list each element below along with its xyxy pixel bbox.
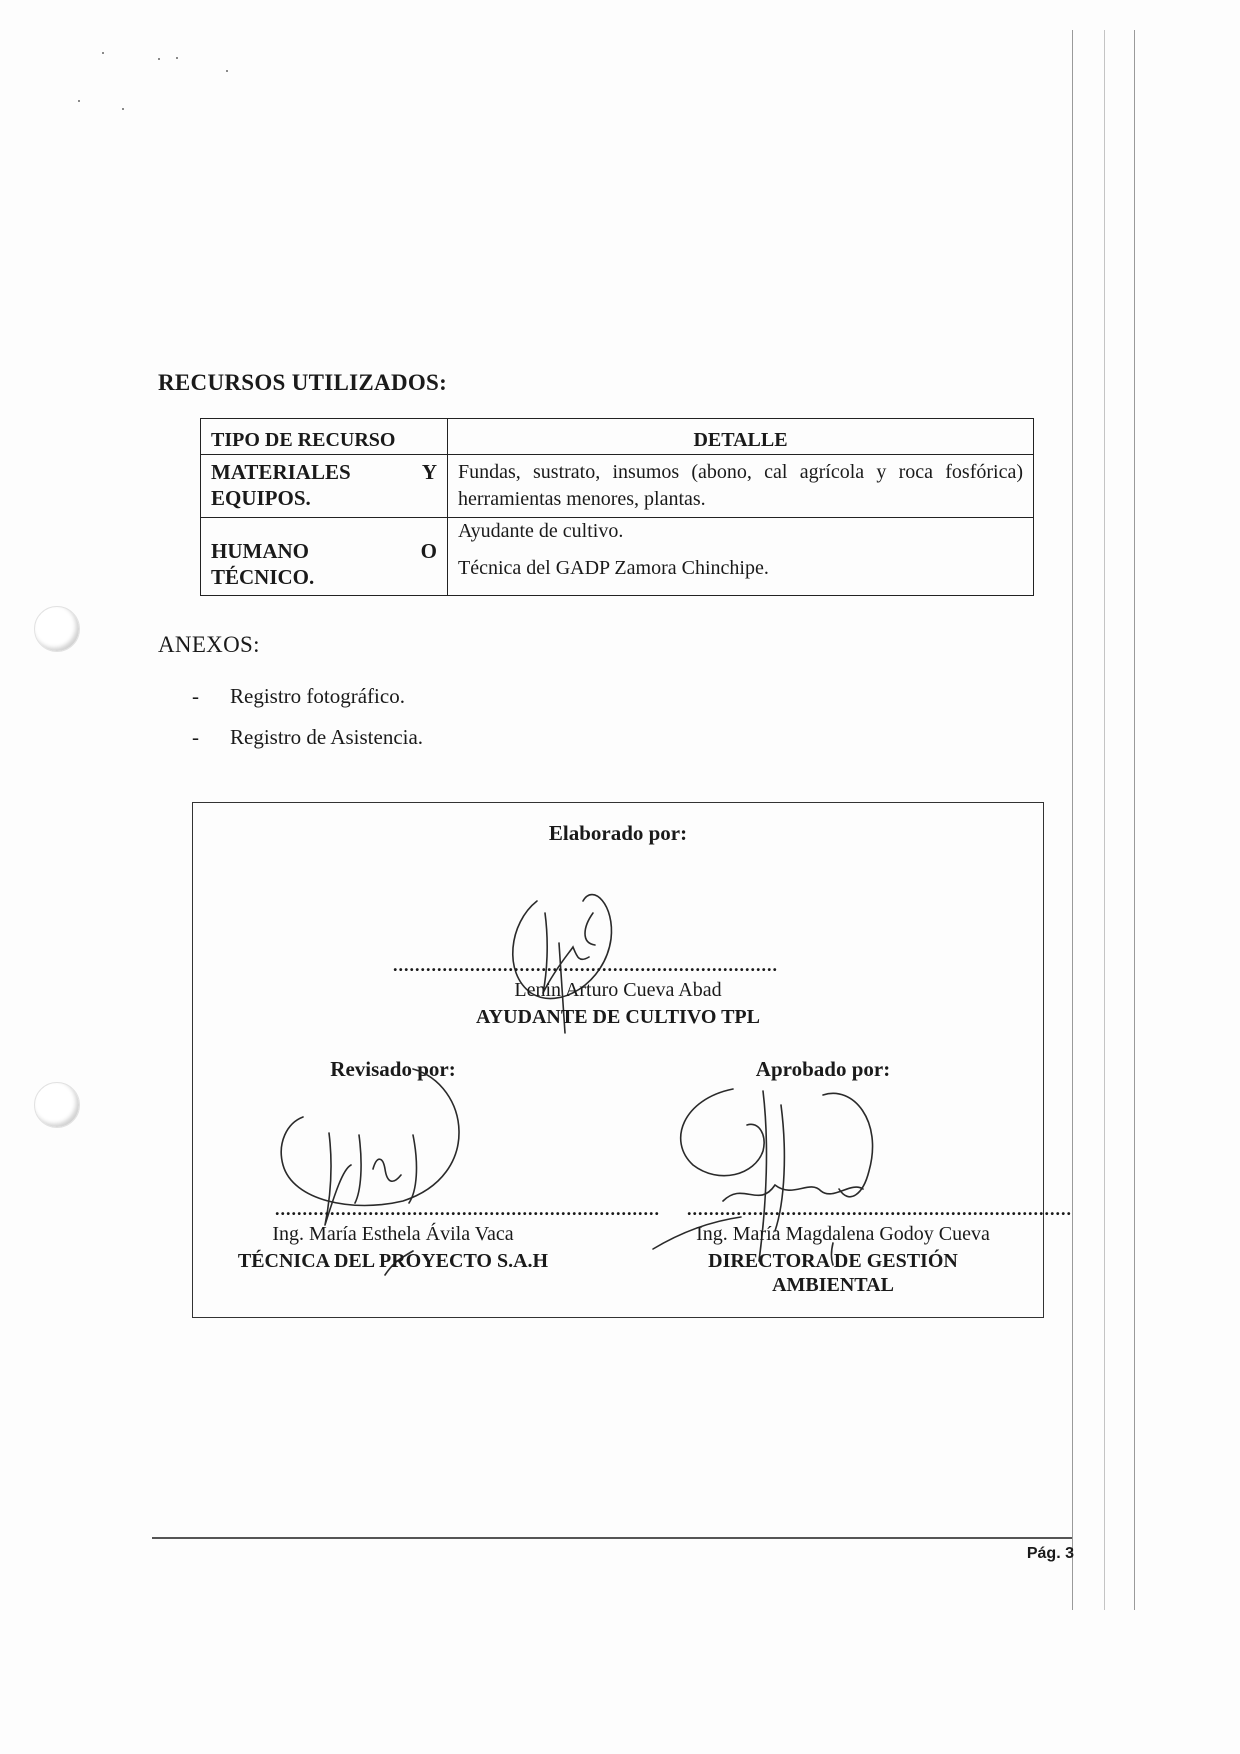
approved-by-heading: Aprobado por:	[755, 1057, 891, 1081]
resource-type-label: MATERIALES	[211, 460, 351, 484]
resource-type-label: TÉCNICO.	[211, 565, 315, 589]
footer-divider	[152, 1537, 1072, 1539]
scan-speck	[78, 100, 80, 102]
approved-role-line2: AMBIENTAL	[772, 1274, 894, 1296]
scan-speck	[122, 108, 124, 110]
scan-speck	[176, 57, 178, 59]
signature-box	[192, 802, 1072, 1318]
resource-detail-cell	[448, 518, 1034, 596]
resource-detail-text: Ayudante de cultivo.	[458, 520, 624, 542]
prepared-name: Lenin Arturo Cueva Abad	[514, 979, 722, 1001]
reviewed-name: Ing. María Esthela Ávila Vaca	[272, 1223, 514, 1245]
approved-signature-line: ......................................................................	[687, 1199, 1072, 1219]
resource-type-conjunction: Y	[421, 460, 437, 484]
scan-speck	[158, 58, 160, 60]
scan-speck	[102, 52, 104, 54]
reviewed-by-heading: Revisado por:	[330, 1057, 456, 1081]
reviewed-role: TÉCNICA DEL PROYECTO S.A.H	[237, 1250, 549, 1272]
resources-table	[200, 418, 1034, 596]
binder-edge-line	[1072, 30, 1073, 1610]
resource-type-label: EQUIPOS.	[211, 486, 311, 510]
prepared-signature-line: ......................................................................	[393, 955, 778, 975]
annex-item-label: Registro fotográfico.	[230, 684, 405, 708]
punch-hole	[34, 1082, 80, 1128]
punch-hole	[34, 606, 80, 652]
binder-edge-line	[1134, 30, 1135, 1610]
annex-item-label: Registro de Asistencia.	[230, 725, 424, 749]
prepared-role: AYUDANTE DE CULTIVO TPL	[476, 1006, 760, 1028]
approved-role-line1: DIRECTORA DE GESTIÓN	[708, 1250, 958, 1272]
list-item: - Registro fotográfico.	[192, 684, 423, 725]
table-row	[201, 518, 1034, 596]
approved-name: Ing. María Magdalena Godoy Cueva	[696, 1223, 990, 1245]
resource-type-cell	[201, 455, 448, 518]
resource-type-conjunction: O	[420, 539, 437, 563]
prepared-by-heading: Elaborado por:	[548, 821, 688, 845]
resource-detail-text: Fundas, sustrato, insumos (abono, cal agrícola y roca fosfórica) herramientas menores, plantas.	[458, 461, 1023, 510]
resources-title: RECURSOS UTILIZADOS:	[158, 370, 448, 395]
resource-type-cell	[201, 518, 448, 596]
resource-detail-cell	[448, 455, 1034, 518]
reviewed-signature-line: ......................................................................	[275, 1199, 660, 1219]
annexes-title: ANEXOS:	[158, 632, 260, 657]
table-header-row	[201, 419, 1034, 455]
binder-edge-line	[1104, 30, 1105, 1610]
resource-detail-text: Técnica del GADP Zamora Chinchipe.	[458, 557, 769, 579]
list-item: - Registro de Asistencia.	[192, 725, 423, 766]
scan-speck	[226, 70, 228, 72]
header-detail: DETALLE	[448, 419, 1034, 455]
annexes-list	[192, 684, 423, 766]
resource-type-label: HUMANO	[211, 539, 309, 563]
page-number: Pág. 3	[1026, 1545, 1074, 1562]
header-resource-type: TIPO DE RECURSO	[201, 419, 448, 455]
table-row	[201, 455, 1034, 518]
